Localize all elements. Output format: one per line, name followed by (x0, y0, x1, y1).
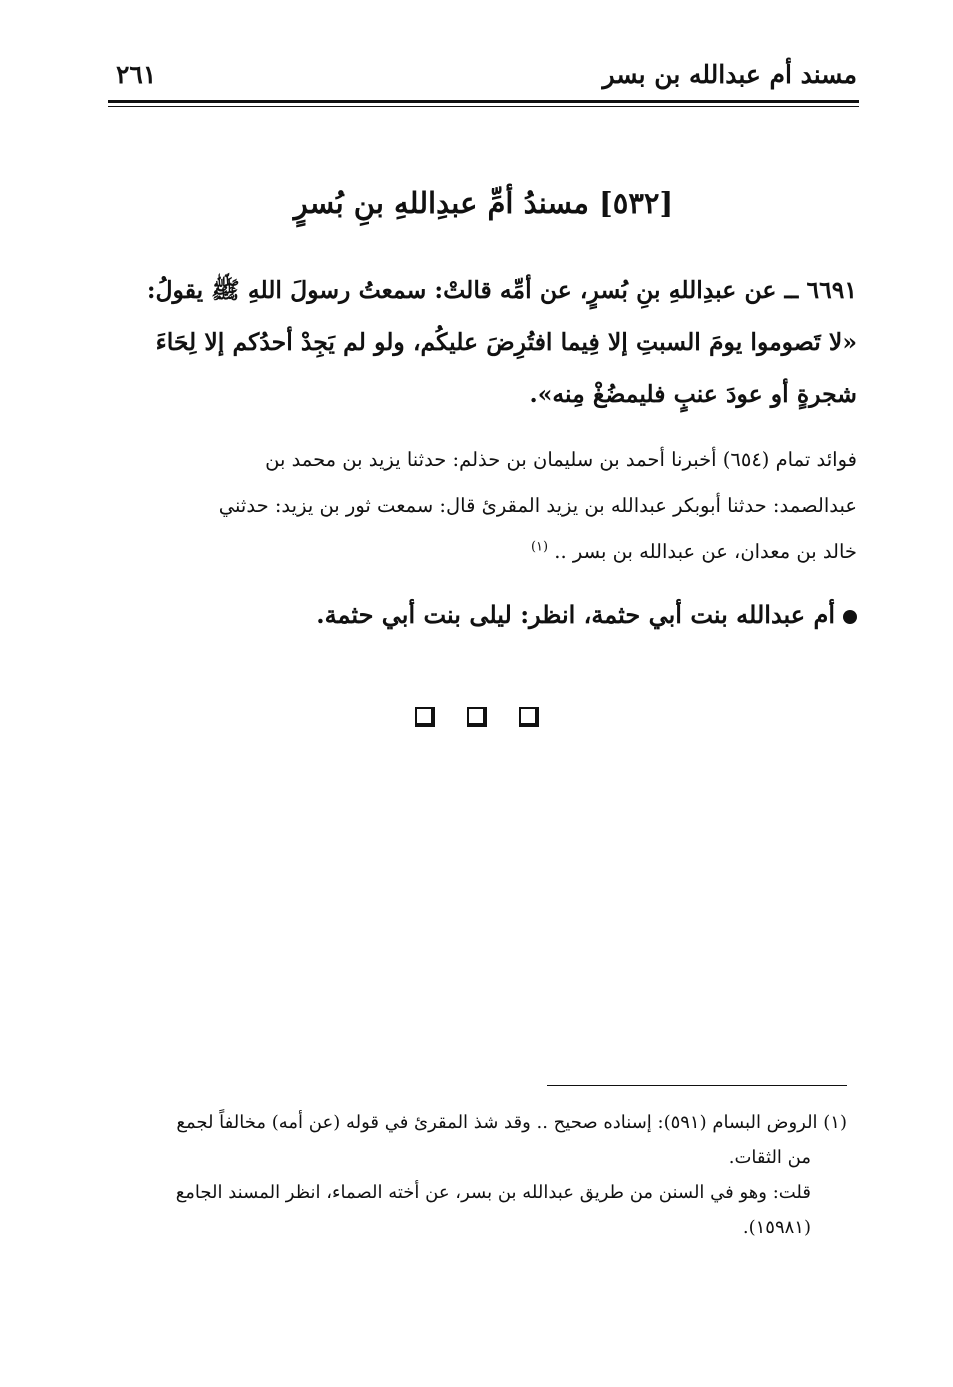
source-paragraph (112, 437, 857, 575)
hadith-line: شجرةٍ أو عودَ عنبٍ فليمضُغْ مِنه». (529, 380, 857, 408)
header-rule (108, 100, 859, 103)
square-ornament-icon (519, 707, 539, 727)
source-line-text: خالد بن معدان، عن عبدالله بن بسر .. (554, 540, 857, 563)
page-number: ٢٦١ (116, 60, 157, 89)
source-line (112, 529, 857, 575)
footnote-line: (١) الروض البسام (٥٩١): إسناده صحيح .. وقد شذ المقرئ في قوله (عن أمه) مخالفاً لجمع (176, 1112, 847, 1133)
source-line: عبدالصمد: حدثنا أبوبكر عبدالله بن يزيد المقرئ قال: سمعت ثور بن يزيد: حدثني (218, 494, 857, 517)
running-header-title: مسند أم عبدالله بن بسر (602, 60, 857, 89)
section-heading: [٥٣٢] مسندُ أمِّ عبدِاللهِ بنِ بُسرٍ (293, 186, 674, 220)
hadith-line: «لا تَصوموا يومَ السبتِ إلا فِيما افتُرِضَ عليكُم، ولو لم يَجِدْ أحدُكم إلا لِحَاءَ (155, 328, 857, 356)
cross-reference (112, 600, 857, 629)
footnote-line: (١٥٩٨١). (742, 1217, 811, 1238)
section-end-ornament (0, 707, 953, 731)
square-ornament-icon (467, 707, 487, 727)
hadith-line: ٦٦٩١ ــ عن عبدِاللهِ بنِ بُسرٍ، عن أمِّه قالتْ: سمعتُ رسولَ اللهِ ﷺ يقولُ: (146, 276, 857, 304)
square-ornament-icon (415, 707, 435, 727)
footnote-reference: (١) (530, 539, 549, 555)
footnote-line: من الثقات. (728, 1147, 811, 1168)
footnote-line: قلت: وهو في السنن من طريق عبدالله بن بسر، عن أخته الصماء، انظر المسند الجامع (175, 1182, 811, 1203)
bullet-icon (843, 610, 857, 624)
cross-reference-text: أم عبدالله بنت أبي حثمة، انظر: ليلى بنت أبي حثمة. (316, 600, 835, 629)
header-rule-thin (108, 106, 859, 107)
hadith-text (112, 264, 857, 420)
footnote-separator (547, 1085, 847, 1086)
source-line: فوائد تمام (٦٥٤) أخبرنا أحمد بن سليمان بن حذلم: حدثنا يزيد بن محمد بن (265, 448, 857, 471)
footnotes (112, 1105, 847, 1245)
